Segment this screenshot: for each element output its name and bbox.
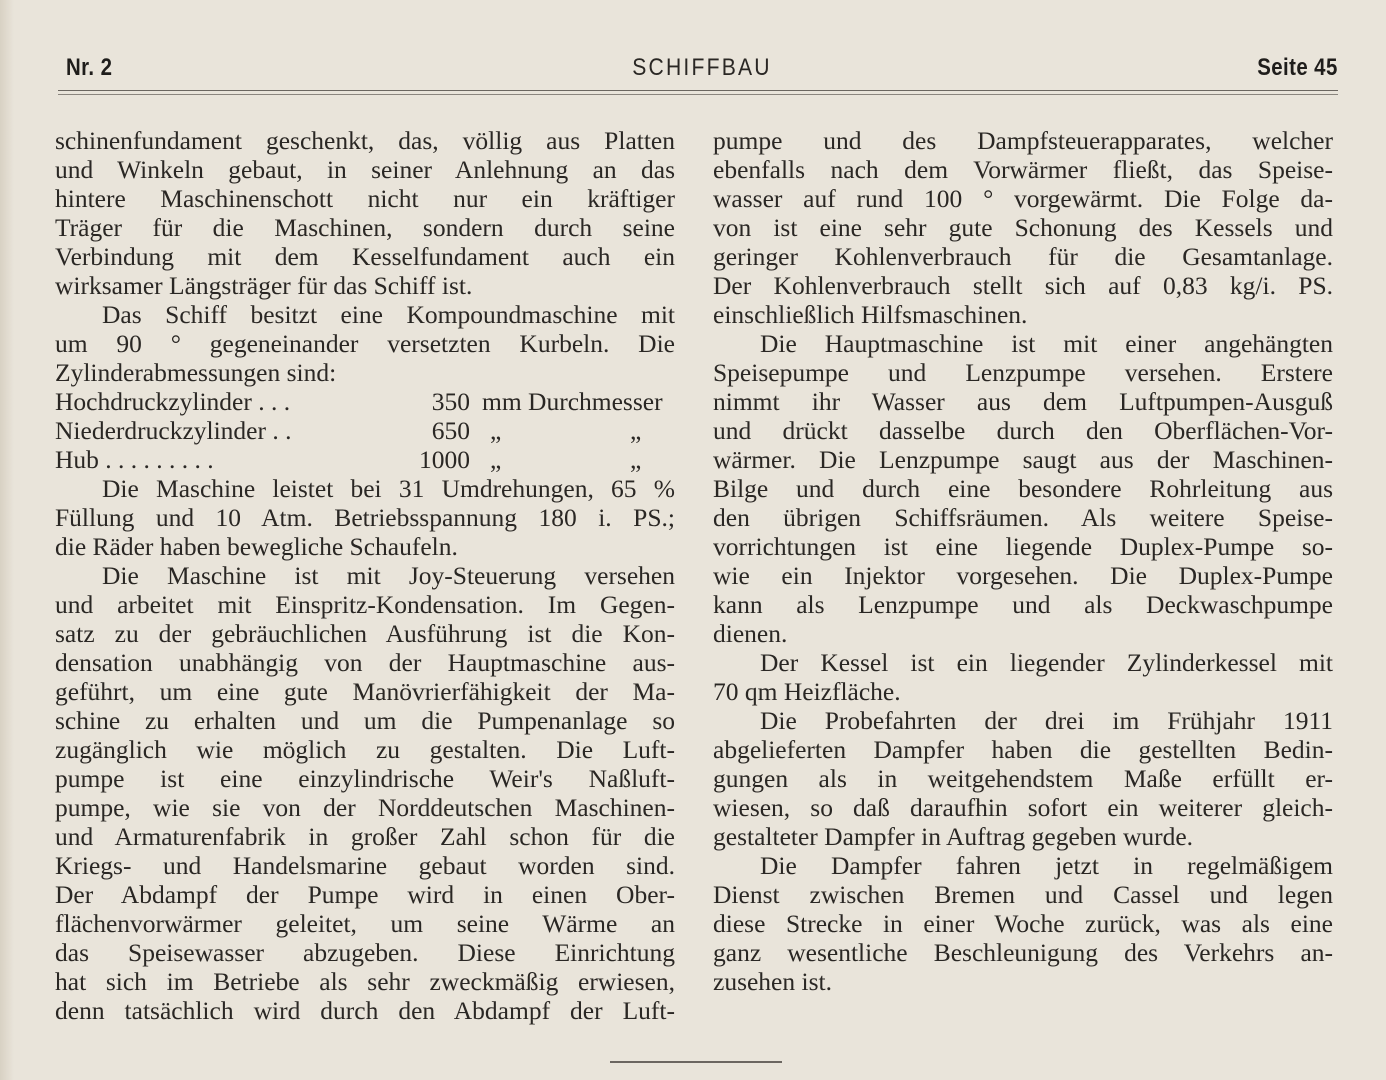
header-rule-bottom [58, 94, 1338, 95]
spec-row [55, 416, 675, 445]
header-rule-top [58, 90, 1338, 91]
ditto-mark: „ [630, 445, 642, 474]
text-line: satz zu der gebräuchlichen Ausführung ist die Kon- [55, 619, 675, 648]
text-line: pumpe ist eine einzylindrische Weir's Naßluft- [55, 764, 675, 793]
text-line: Die Probefahrten der drei im Frühjahr 1911 [760, 706, 1333, 735]
paragraph [55, 300, 675, 387]
text-line: das Speisewasser abzugeben. Diese Einrichtung [55, 938, 675, 967]
spec-value: 1000 [419, 445, 470, 474]
text-line: Die Maschine ist mit Joy-Steuerung versehen [102, 561, 675, 590]
text-line: von ist eine sehr gute Schonung des Kessels und [713, 213, 1333, 242]
text-line: den übrigen Schiffsräumen. Als weitere Speise- [713, 503, 1333, 532]
text-line: vorrichtungen ist eine liegende Duplex-Pumpe so- [713, 532, 1333, 561]
paragraph [713, 706, 1333, 851]
text-line: denn tatsächlich wird durch den Abdampf der Luft- [55, 996, 675, 1025]
footer-rule [610, 1061, 782, 1063]
text-line: Speisepumpe und Lenzpumpe versehen. Erstere [713, 358, 1333, 387]
text-line: geführt, um eine gute Manövrierfähigkeit der Ma- [55, 677, 675, 706]
text-line: Kriegs- und Handelsmarine gebaut worden sind. [55, 851, 675, 880]
ditto-mark: „ [490, 445, 502, 474]
text-line: hat sich im Betriebe als sehr zweckmäßig erwiesen, [55, 967, 675, 996]
spec-name: Hochdruckzylinder . . . [55, 387, 291, 416]
text-line: Zylinderabmessungen sind: [55, 358, 337, 387]
right-column [713, 126, 1333, 996]
text-line: wasser auf rund 100 ° vorgewärmt. Die Folge da- [713, 184, 1333, 213]
page-edge [0, 0, 14, 1080]
text-line: Der Kessel ist ein liegender Zylinderkessel mit [760, 648, 1333, 677]
text-line: wärmer. Die Lenzpumpe saugt aus der Maschinen- [713, 445, 1333, 474]
text-line: Verbindung mit dem Kesselfundament auch ein [55, 242, 675, 271]
text-line: um 90 ° gegeneinander versetzten Kurbeln. Die [55, 329, 675, 358]
text-line: diese Strecke in einer Woche zurück, was als eine [713, 909, 1333, 938]
text-line: Träger für die Maschinen, sondern durch seine [55, 213, 675, 242]
spec-name: Hub . . . . . . . . . [55, 445, 214, 474]
spec-row [55, 445, 675, 474]
text-line: ganz wesentliche Beschleunigung des Verkehrs an- [713, 938, 1333, 967]
text-line: densation unabhängig von der Hauptmaschine aus- [55, 648, 675, 677]
paragraph [55, 474, 675, 561]
text-line: pumpe und des Dampfsteuerapparates, welcher [713, 126, 1333, 155]
spec-name: Niederdruckzylinder . . [55, 416, 292, 445]
text-line: geringer Kohlenverbrauch für die Gesamtanlage. [713, 242, 1333, 271]
page-header [66, 54, 1338, 88]
text-line: und Armaturenfabrik in großer Zahl schon für die [55, 822, 675, 851]
text-line: gungen als in weitgehendstem Maße erfüllt er- [713, 764, 1333, 793]
text-line: nimmt ihr Wasser aus dem Luftpumpen-Ausguß [713, 387, 1333, 416]
text-line: Der Kohlenverbrauch stellt sich auf 0,83 kg/i. PS. [713, 271, 1333, 300]
text-line: gestalteter Dampfer in Auftrag gegeben wurde. [713, 822, 1194, 851]
text-line: Bilge und durch eine besondere Rohrleitung aus [713, 474, 1333, 503]
text-line: schine zu erhalten und um die Pumpenanlage so [55, 706, 675, 735]
text-line: und Winkeln gebaut, in seiner Anlehnung an das [55, 155, 675, 184]
text-line: zusehen ist. [713, 967, 832, 996]
text-line: Das Schiff besitzt eine Kompoundmaschine mit [102, 300, 675, 329]
ditto-mark: „ [490, 416, 502, 445]
text-line: flächenvorwärmer geleitet, um seine Wärme an [55, 909, 675, 938]
ditto-mark: „ [630, 416, 642, 445]
issue-number: Nr. 2 [66, 54, 113, 81]
text-line: Der Abdampf der Pumpe wird in einen Ober- [55, 880, 675, 909]
text-line: abgelieferten Dampfer haben die gestellten Bedin- [713, 735, 1333, 764]
text-line: wie ein Injektor vorgesehen. Die Duplex-Pumpe [713, 561, 1333, 590]
spec-value: 350 [431, 387, 470, 416]
paragraph [713, 126, 1333, 329]
text-line: Die Hauptmaschine ist mit einer angehängten [760, 329, 1333, 358]
text-line: kann als Lenzpumpe und als Deckwaschpumpe [713, 590, 1333, 619]
journal-title: SCHIFFBAU [632, 54, 772, 81]
spec-value: 650 [431, 416, 470, 445]
text-line: Füllung und 10 Atm. Betriebsspannung 180 i. PS.; [55, 503, 675, 532]
paragraph [55, 561, 675, 1025]
text-line: Die Dampfer fahren jetzt in regelmäßigem [760, 851, 1333, 880]
paragraph [713, 648, 1333, 706]
text-line: einschließlich Hilfsmaschinen. [713, 300, 1028, 329]
text-line: hintere Maschinenschott nicht nur ein kräftiger [55, 184, 675, 213]
paragraph [713, 329, 1333, 648]
cylinder-specs [55, 387, 675, 474]
text-line: wirksamer Längsträger für das Schiff ist. [55, 271, 473, 300]
text-line: die Räder haben bewegliche Schaufeln. [55, 532, 458, 561]
text-line: und drückt dasselbe durch den Oberflächen-Vor- [713, 416, 1333, 445]
paragraph [713, 851, 1333, 996]
text-line: und arbeitet mit Einspritz-Kondensation. Im Gegen- [55, 590, 675, 619]
spec-row [55, 387, 675, 416]
text-line: schinenfundament geschenkt, das, völlig aus Platten [55, 126, 675, 155]
left-column [55, 126, 675, 1025]
spec-unit: mm Durchmesser [482, 387, 663, 416]
text-line: pumpe, wie sie von der Norddeutschen Maschinen- [55, 793, 675, 822]
page-number: Seite 45 [1257, 54, 1338, 81]
text-line: wiesen, so daß daraufhin sofort ein weiterer gleich- [713, 793, 1333, 822]
paragraph [55, 126, 675, 300]
text-line: 70 qm Heizfläche. [713, 677, 901, 706]
text-line: zugänglich wie möglich zu gestalten. Die Luft- [55, 735, 675, 764]
text-line: dienen. [713, 619, 788, 648]
text-line: ebenfalls nach dem Vorwärmer fließt, das Speise- [713, 155, 1333, 184]
text-line: Die Maschine leistet bei 31 Umdrehungen, 65 % [102, 474, 675, 503]
text-line: Dienst zwischen Bremen und Cassel und legen [713, 880, 1333, 909]
